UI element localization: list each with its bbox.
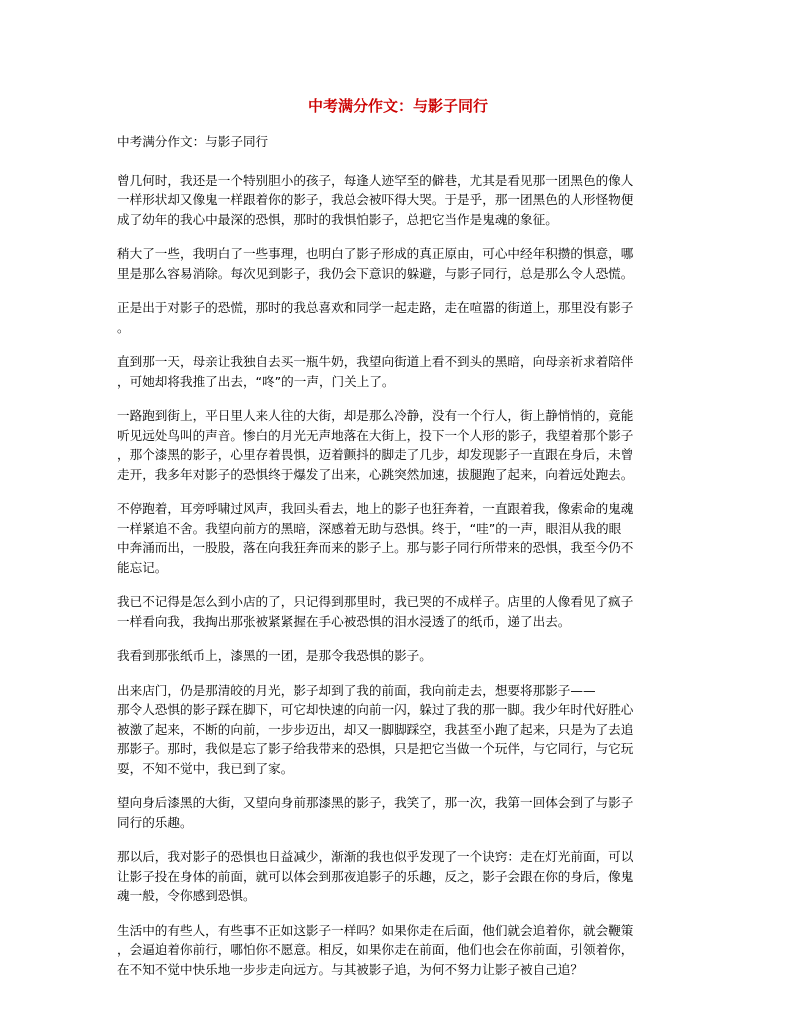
body-paragraph (117, 646, 679, 666)
paragraph-line: 听见远处鸟叫的声音。惨白的月光无声地落在大街上，投下一个人形的影子，我望着那个影子 (117, 427, 634, 443)
paragraph-line: 。 (117, 319, 130, 335)
paragraph-line: 那以后，我对影子的恐惧也日益减少，渐渐的我也似乎发现了一个诀窍：走在灯光前面，可以 (117, 849, 634, 864)
body-paragraph (117, 352, 679, 391)
paragraph-line: 在不知不觉中快乐地一步步走向远方。与其被影子追，为何不努力让影子被自己追？ (117, 961, 583, 977)
body-paragraph (117, 921, 679, 980)
paragraph-line: 那影子。那时，我似是忘了影子给我带来的恐惧，只是把它当做一个玩伴，与它同行，与它玩 (117, 741, 634, 756)
paragraph-line: ，那个漆黑的影子，心里存着畏惧，迈着颤抖的脚走了几步，却发现影子一直跟在身后，未曾 (117, 447, 634, 462)
body-paragraph (117, 499, 679, 577)
paragraph-line: 直到那一天，母亲让我独自去买一瓶牛奶，我望向街道上看不到头的黑暗，向母亲祈求着陪伴 (117, 354, 634, 369)
body-paragraph (117, 681, 679, 779)
paragraph-line: 正是出于对影子的恐慌，那时的我总喜欢和同学一起走路，走在喧嚣的街道上，那里没有影子 (117, 300, 634, 315)
paragraph-line: 一路跑到街上，平日里人来人往的大街，却是那么冷静，没有一个行人，街上静悄悄的，竟能 (117, 408, 634, 423)
paragraph-line: 出来店门，仍是那清皎的月光，影子却到了我的前面，我向前走去，想要将那影子—— (117, 682, 596, 698)
paragraph-line: 不停跑着，耳旁呼啸过风声，我回头看去，地上的影子也狂奔着，一直跟着我，像索命的鬼魂 (117, 501, 634, 516)
paragraph-line: ，会逼迫着你前行，哪怕你不愿意。相反，如果你走在前面，他们也会在你前面，引领着你， (117, 942, 634, 957)
document-title: 中考满分作文：与影子同行 (307, 97, 488, 115)
body-paragraph (117, 406, 679, 484)
paragraph-line: 我看到那张纸币上，漆黑的一团，是那令我恐惧的影子。 (117, 648, 432, 663)
body-paragraph (117, 298, 679, 337)
paragraph-line: 中奔涌而出，一股股，落在向我狂奔而来的影子上。那与影子同行所带来的恐惧，我至今仍不 (117, 540, 634, 555)
paragraph-line: 走开，我多年对影子的恐惧终于爆发了出来，心跳突然加速，拔腿跑了起来，向着远处跑去。 (117, 466, 634, 482)
document-subtitle: 中考满分作文：与影子同行 (117, 134, 269, 149)
paragraph-line: 能忘记。 (117, 559, 168, 575)
body-paragraph (117, 171, 679, 230)
paragraph-line: 耍，不知不觉中，我已到了家。 (117, 760, 294, 776)
paragraph-line: 一样形状却又像鬼一样跟着你的影子，我总会被吓得大哭。于是乎，那一团黑色的人形怪物便 (117, 192, 634, 207)
paragraph-line: 里是那么容易消除。每次见到影子，我仍会下意识的躲避，与影子同行，总是那么令人恐慌。 (117, 265, 634, 281)
paragraph-line: 曾几何时，我还是一个特别胆小的孩子，每逢人迹罕至的僻巷，尤其是看见那一团黑色的像人 (117, 172, 634, 188)
paragraph-line: 一样看向我，我掏出那张被紧紧握在手心被恐惧的泪水浸透了的纸币，递了出去。 (117, 613, 571, 629)
paragraph-line: 让影子投在身体的前面，就可以体会到那夜追影子的乐趣，反之，影子会跟在你的身后，像鬼 (117, 868, 634, 884)
paragraph-line: 稍大了一些，我明白了一些事理，也明白了影子形成的真正原由，可心中经年积攒的惧意，哪 (117, 246, 634, 261)
body-paragraph (117, 592, 679, 631)
document-page (117, 96, 679, 994)
paragraph-line: 望向身后漆黑的大街，又望向身前那漆黑的影子，我笑了，那一次，我第一回体会到了与影子 (117, 795, 634, 810)
paragraph-line: 我已不记得是怎么到小店的了，只记得到那里时，我已哭的不成样子。店里的人像看见了疯子 (117, 594, 634, 609)
paragraph-line: 魂一般，令你感到恐惧。 (117, 888, 256, 903)
paragraph-line: ，可她却将我推了出去，“咚”的一声，门关上了。 (117, 373, 395, 389)
body-paragraph (117, 847, 679, 906)
body-paragraph (117, 793, 679, 832)
paragraph-line: 一样紧追不舍。我望向前方的黑暗，深感着无助与恐惧。终于，“哇”的一声，眼泪从我的眼 (117, 520, 622, 536)
paragraph-line: 同行的乐趣。 (117, 814, 193, 830)
paragraph-line: 生活中的有些人，有些事不正如这影子一样吗？如果你走在后面，他们就会追着你，就会鞭策 (117, 922, 634, 938)
paragraph-line: 那令人恐惧的影子踩在脚下，可它却快速的向前一闪，躲过了我的那一脚。我少年时代好胜心 (117, 702, 634, 717)
paragraph-line: 成了幼年的我心中最深的恐惧，那时的我惧怕影子，总把它当作是鬼魂的象征。 (117, 211, 558, 227)
paragraph-line: 被激了起来，不断的向前，一步步迈出，却又一脚脚踩空，我甚至小跑了起来，只是为了去追 (117, 721, 634, 737)
body-paragraph (117, 244, 679, 283)
document-body (117, 171, 679, 980)
